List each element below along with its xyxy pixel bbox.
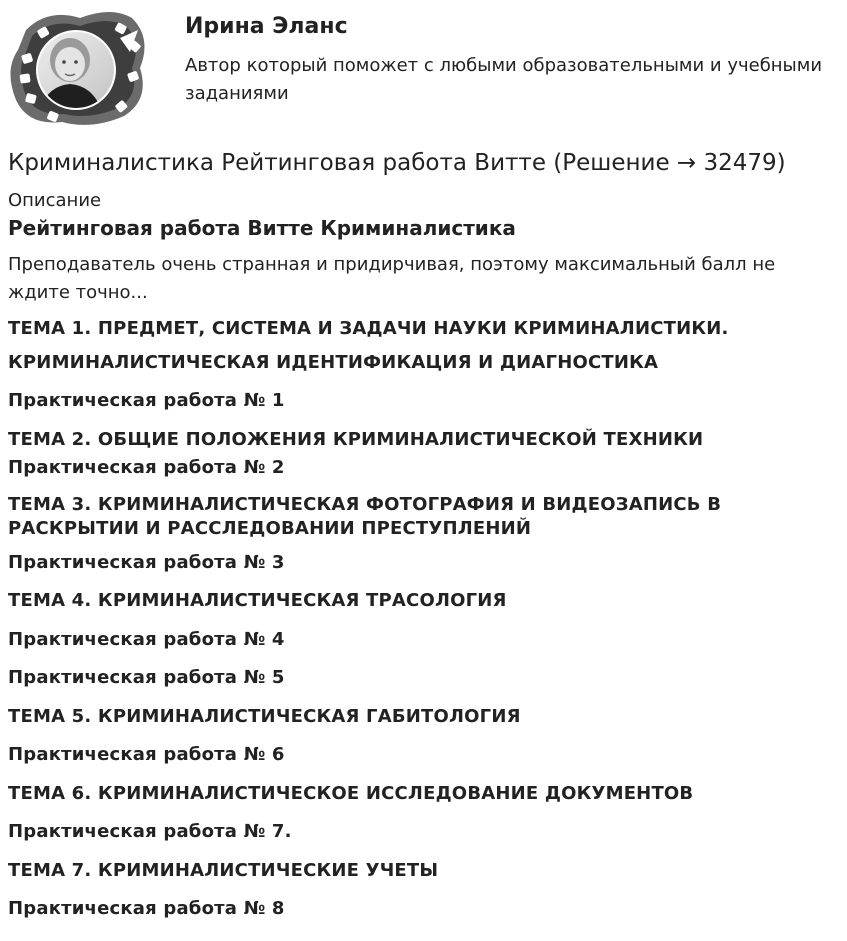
description-label: Описание: [8, 190, 102, 211]
topic-heading: ТЕМА 2. ОБЩИЕ ПОЛОЖЕНИЯ КРИМИНАЛИСТИЧЕСКОЙ ТЕХНИКИ: [8, 429, 704, 450]
practical-work-item: Практическая работа № 5: [8, 667, 285, 688]
description-title: Рейтинговая работа Витте Криминалистика: [8, 216, 516, 240]
page-title: Криминалистика Рейтинговая работа Витте (Решение → 32479): [8, 150, 786, 176]
topic-heading: ТЕМА 4. КРИМИНАЛИСТИЧЕСКАЯ ТРАСОЛОГИЯ: [8, 590, 507, 611]
practical-work-item: Практическая работа № 8: [8, 898, 285, 919]
topic-heading: КРИМИНАЛИСТИЧЕСКАЯ ИДЕНТИФИКАЦИЯ И ДИАГНОСТИКА: [8, 352, 659, 373]
topic-heading: ТЕМА 3. КРИМИНАЛИСТИЧЕСКАЯ ФОТОГРАФИЯ И ВИДЕОЗАПИСЬ В РАСКРЫТИИ И РАССЛЕДОВАНИИ ПРЕСТУПЛЕНИЙ: [8, 494, 722, 539]
topic-heading: ТЕМА 1. ПРЕДМЕТ, СИСТЕМА И ЗАДАЧИ НАУКИ КРИМИНАЛИСТИКИ.: [8, 318, 729, 339]
author-description: Автор который поможет с любыми образовательными и учебными заданиями: [185, 55, 823, 104]
practical-work-item: Практическая работа № 2: [8, 457, 285, 478]
topic-heading: ТЕМА 5. КРИМИНАЛИСТИЧЕСКАЯ ГАБИТОЛОГИЯ: [8, 706, 521, 727]
description-text: Преподаватель очень странная и придирчивая, поэтому максимальный балл не ждите точно...: [8, 254, 776, 303]
practical-work-item: Практическая работа № 6: [8, 744, 285, 765]
practical-work-item: Практическая работа № 4: [8, 629, 285, 650]
topic-heading: ТЕМА 7. КРИМИНАЛИСТИЧЕСКИЕ УЧЕТЫ: [8, 860, 439, 881]
author-name[interactable]: Ирина Эланс: [185, 14, 348, 39]
topic-heading: ТЕМА 6. КРИМИНАЛИСТИЧЕСКОЕ ИССЛЕДОВАНИЕ ДОКУМЕНТОВ: [8, 783, 694, 804]
practical-work-item: Практическая работа № 7.: [8, 821, 292, 842]
practical-work-item: Практическая работа № 3: [8, 552, 285, 573]
author-avatar: [8, 8, 150, 128]
practical-work-item: Практическая работа № 1: [8, 390, 285, 411]
